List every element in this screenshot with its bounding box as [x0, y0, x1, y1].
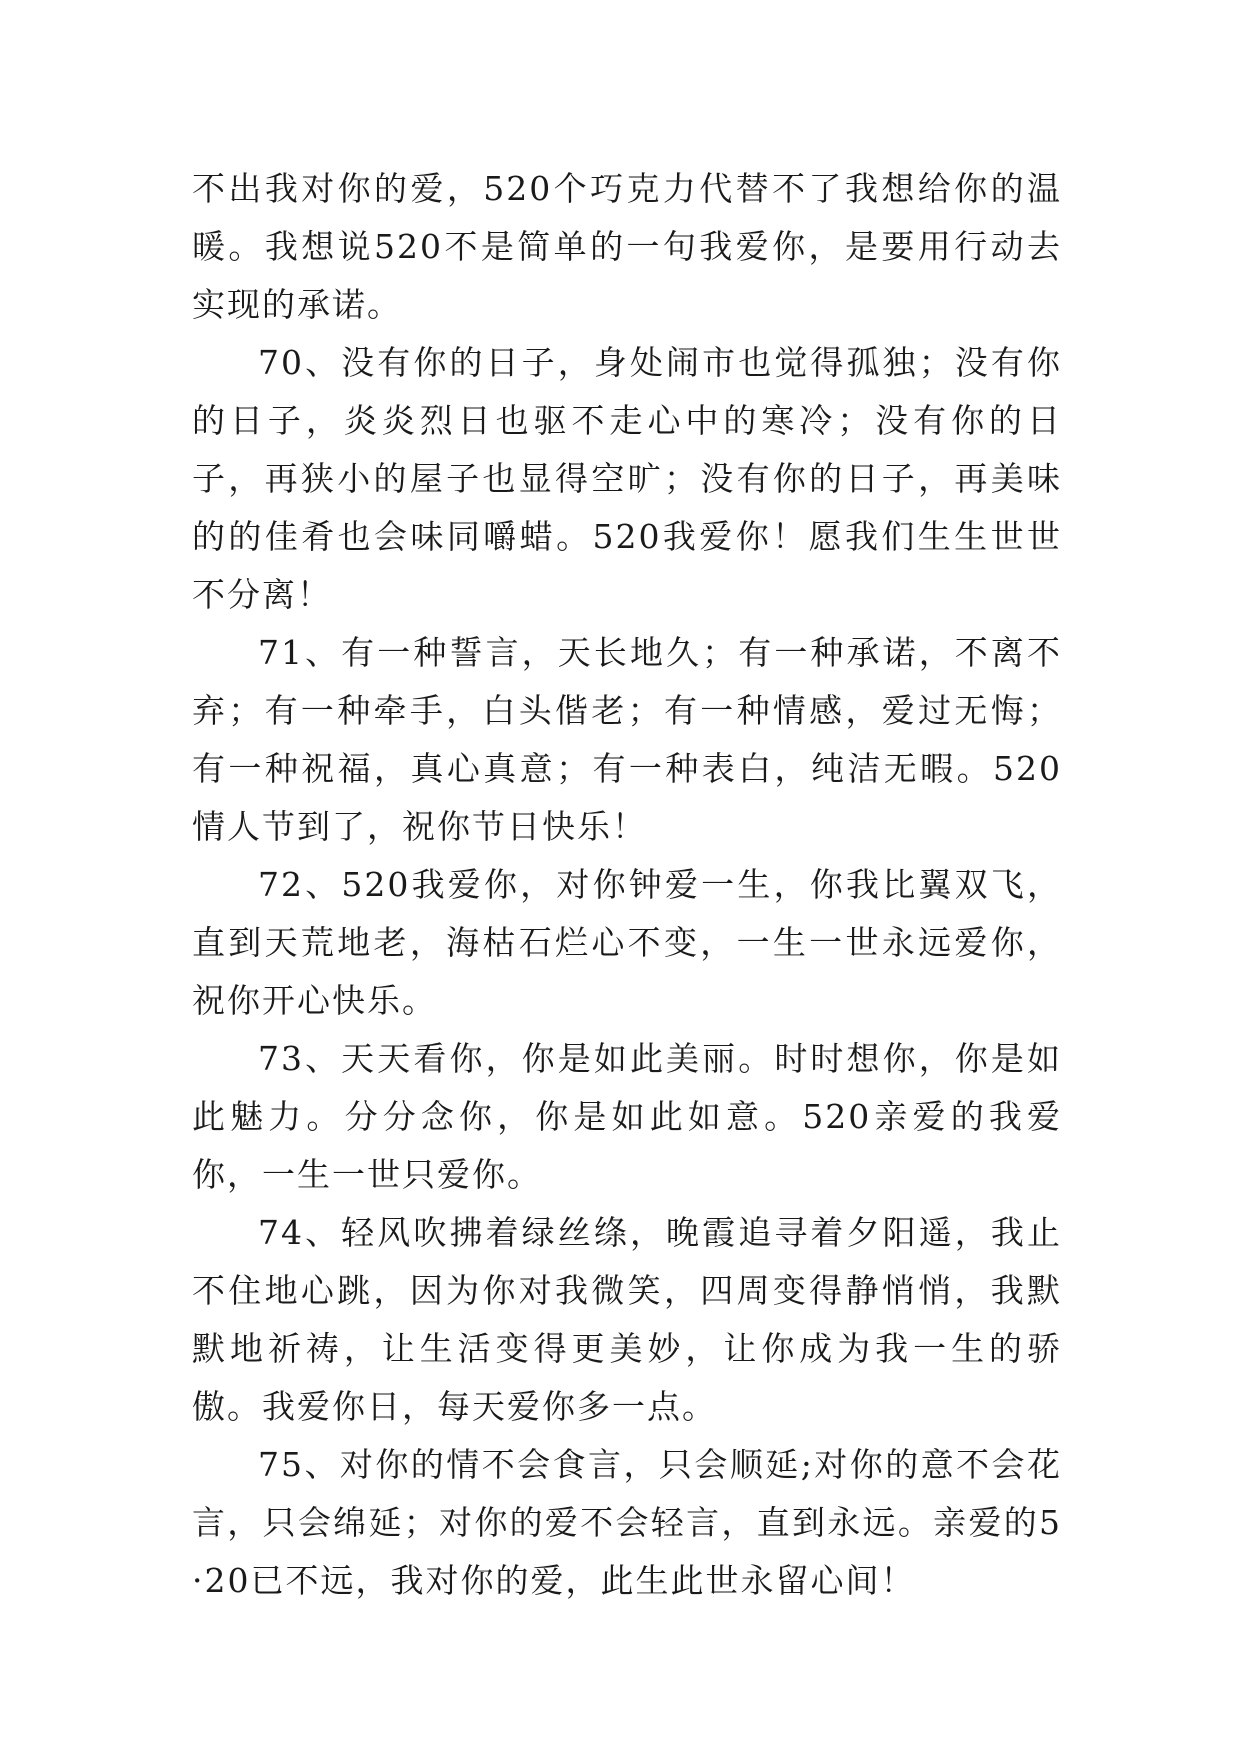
paragraph-73: 73、天天看你，你是如此美丽。时时想你，你是如此魅力。分分念你，你是如此如意。520亲爱的我爱你，一生一世只爱你。	[192, 1039, 1062, 1194]
paragraph-70: 70、没有你的日子，身处闹市也觉得孤独；没有你的日子，炎炎烈日也驱不走心中的寒冷；没有你的日子，再狭小的屋子也显得空旷；没有你的日子，再美味的的佳肴也会味同嚼蜡。520我爱你！愿我们生生世世不分离！	[192, 343, 1062, 614]
document-body	[192, 160, 1062, 1610]
paragraph-74: 74、轻风吹拂着绿丝绦，晚霞追寻着夕阳遥，我止不住地心跳，因为你对我微笑，四周变得静悄悄，我默默地祈祷，让生活变得更美妙，让你成为我一生的骄傲。我爱你日，每天爱你多一点。	[192, 1213, 1062, 1426]
paragraph-71: 71、有一种誓言，天长地久；有一种承诺，不离不弃；有一种牵手，白头偕老；有一种情感，爱过无悔；有一种祝福，真心真意；有一种表白，纯洁无暇。520情人节到了，祝你节日快乐！	[192, 633, 1062, 846]
paragraph-continuation: 不出我对你的爱，520个巧克力代替不了我想给你的温暖。我想说520不是简单的一句我爱你，是要用行动去实现的承诺。	[192, 169, 1062, 324]
paragraph-72: 72、520我爱你，对你钟爱一生，你我比翼双飞，直到天荒地老，海枯石烂心不变，一生一世永远爱你，祝你开心快乐。	[192, 865, 1062, 1020]
paragraph-75: 75、对你的情不会食言，只会顺延;对你的意不会花言，只会绵延；对你的爱不会轻言，直到永远。亲爱的5·20已不远，我对你的爱，此生此世永留心间！	[192, 1445, 1062, 1600]
